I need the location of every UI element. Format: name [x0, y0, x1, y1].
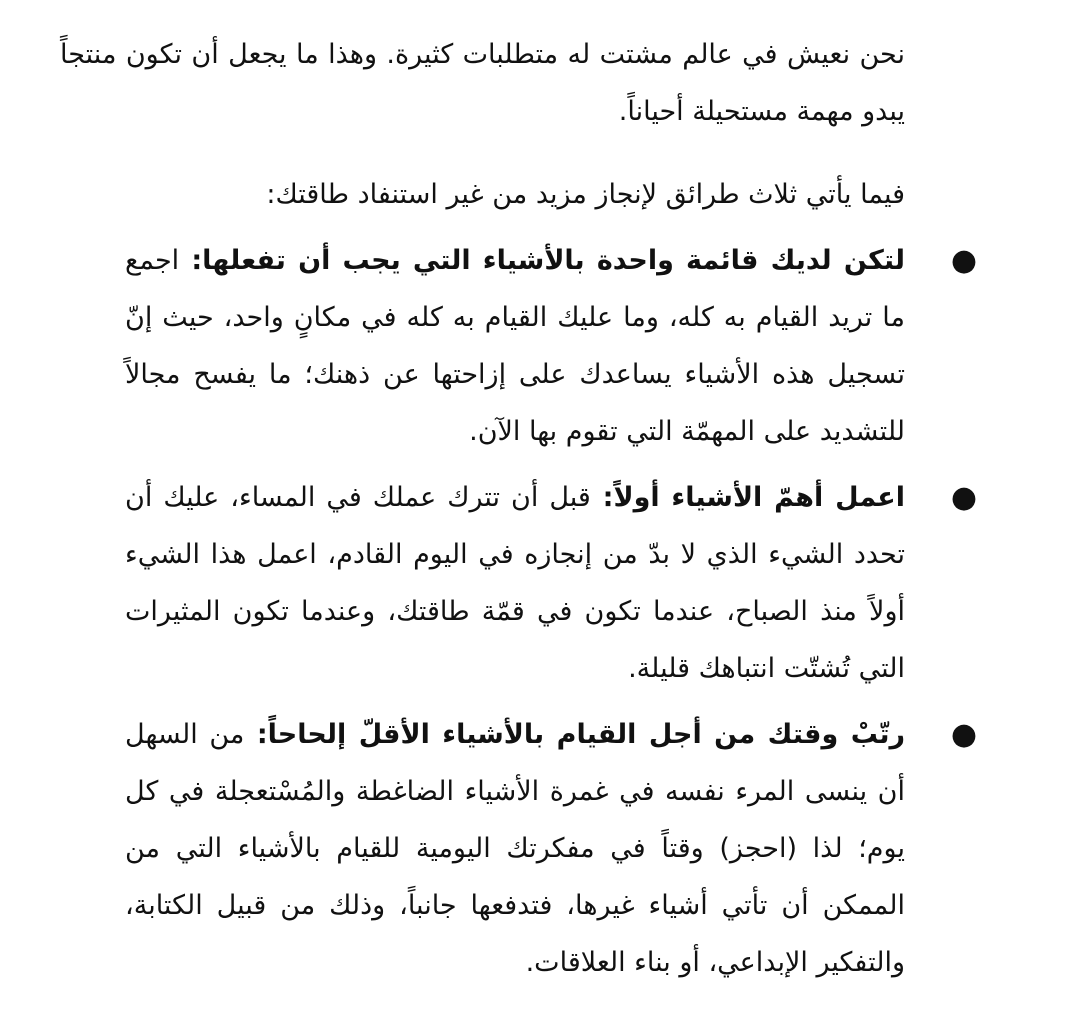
tips-list: [125, 232, 977, 991]
list-item-body: قبل أن تترك عملك في المساء، عليك أن تحدد الشيء الذي لا بدّ من إنجازه في اليوم القادم، اعمل هذا الشيء أولاً منذ الصباح، عندما تكون في قمّة طاقتك، وعندما تكون المثيرات التي تُشتّت انتباهك قليلة.: [125, 482, 905, 684]
list-item: [125, 706, 977, 991]
bullet-icon: ●: [950, 717, 977, 752]
lead-paragraph: فيما يأتي ثلاث طرائق لإنجاز مزيد من غير استنفاد طاقتك:: [266, 179, 905, 210]
bullet-icon: ●: [950, 480, 977, 515]
bullet-icon: ●: [950, 243, 977, 278]
list-item-title: لتكن لديك قائمة واحدة بالأشياء التي يجب أن تفعلها:: [179, 245, 905, 276]
list-item: [125, 232, 977, 460]
list-item-body: من السهل أن ينسى المرء نفسه في غمرة الأشياء الضاغطة والمُسْتعجلة في كل يوم؛ لذا (احجز) وقتاً في مفكرتك اليومية للقيام بالأشياء التي من الممكن أن تأتي أشياء غيرها، فتدفعها جانباً، وذلك من قبيل الكتابة، والتفكير الإبداعي، أو بناء العلاقات.: [125, 719, 905, 978]
list-item-title: رتّبْ وقتك من أجل القيام بالأشياء الأقلّ إلحاحاً:: [244, 719, 905, 750]
list-item-title: اعمل أهمّ الأشياء أولاً:: [590, 482, 905, 513]
intro-paragraph: نحن نعيش في عالم مشتت له متطلبات كثيرة. وهذا ما يجعل أن تكون منتجاً يبدو مهمة مستحيلة أحياناً.: [60, 39, 905, 127]
list-item: [125, 469, 977, 697]
list-item-body: اجمع ما تريد القيام به كله، وما عليك القيام به كله في مكانٍ واحد، حيث إنّ تسجيل هذه الأشياء يساعدك على إزاحتها عن ذهنك؛ ما يفسح مجالاً للتشديد على المهمّة التي تقوم بها الآن.: [125, 245, 905, 447]
